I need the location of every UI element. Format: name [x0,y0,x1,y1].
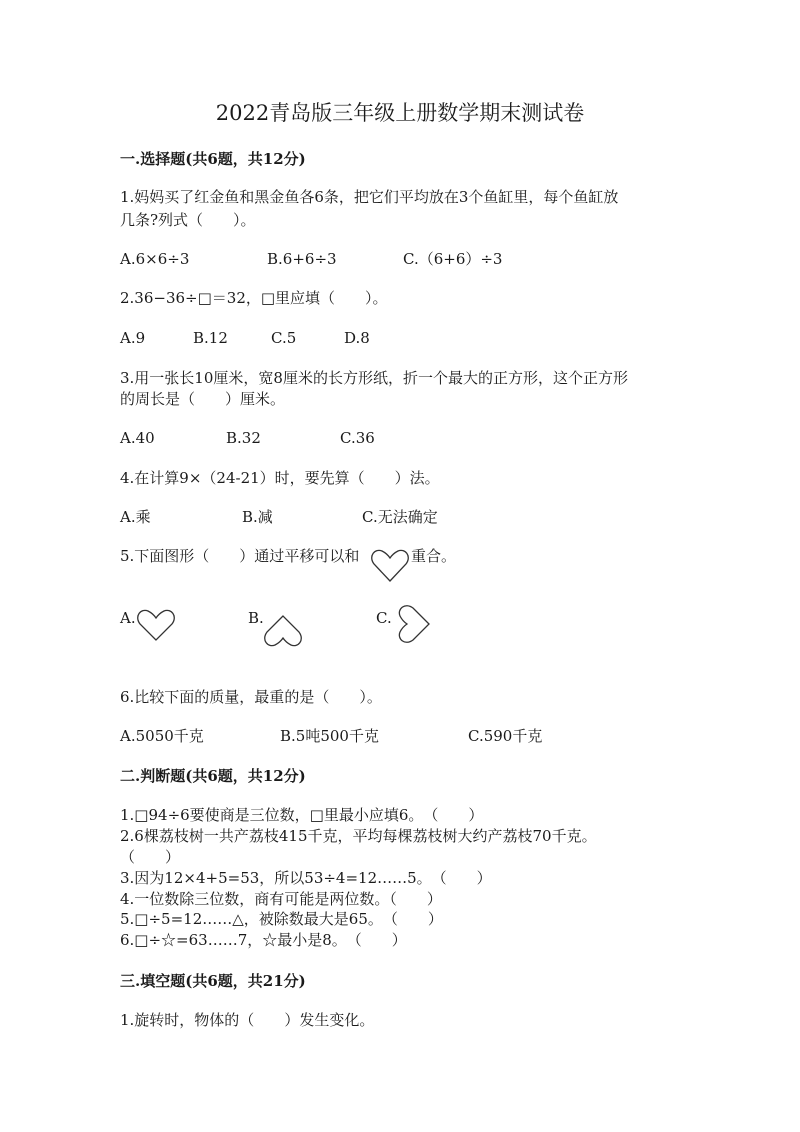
question-4-option-c: C.无法确定 [362,508,438,526]
option-b-heart-shape [263,613,303,649]
fill-question-1: 1.旋转时，物体的（ ）发生变化。 [120,1011,375,1029]
question-3-option-b: B.32 [226,429,261,447]
question-6-text: 6.比较下面的质量，最重的是（ ）。 [120,688,382,706]
question-1-line-1: 1.妈妈买了红金鱼和黑金鱼各6条，把它们平均放在3个鱼缸里，每个鱼缸放 [120,188,619,206]
question-6-option-b: B.5吨500千克 [280,727,379,745]
question-3-option-a: A.40 [120,429,155,447]
question-1-option-a: A.6×6÷3 [120,250,190,268]
question-2-option-a: A.9 [120,329,146,347]
section-heading-choice: 一.选择题(共6题，共12分) [120,150,306,168]
judge-item-1: 1.□94÷6要使商是三位数，□里最小应填6。 （ ） [120,806,484,824]
question-5-option-c-label: C. [376,609,392,627]
question-1-option-c: C.（6+6）÷3 [403,250,503,268]
page-title: 2022青岛版三年级上册数学期末测试卷 [215,101,585,125]
question-3-line-1: 3.用一张长10厘米，宽8厘米的长方形纸，折一个最大的正方形，这个正方形 [120,369,628,387]
question-4-option-a: A.乘 [120,508,151,526]
section-heading-fill-blank: 三.填空题(共6题，共21分) [120,972,306,990]
question-4-option-b: B.减 [242,508,273,526]
question-5-option-b-label: B. [248,609,264,627]
reference-heart-shape [370,547,410,585]
question-3-option-c: C.36 [340,429,375,447]
question-4-text: 4.在计算9×（24-21）时，要先算（ ）法。 [120,469,440,487]
option-a-heart-shape [136,607,176,643]
question-6-option-c: C.590千克 [468,727,543,745]
question-2-text: 2.36−36÷□＝32，□里应填（ ）。 [120,289,388,307]
question-2-option-b: B.12 [193,329,228,347]
question-2-option-c: C.5 [271,329,297,347]
question-5-text: 5.下面图形（ ）通过平移可以和 [120,547,360,565]
judge-item-5: 5.□÷5=12……△，被除数最大是65。 （ ） [120,910,443,928]
question-5-option-a-label: A. [120,609,136,627]
question-1-option-b: B.6+6÷3 [267,250,337,268]
question-2-option-d: D.8 [344,329,370,347]
judge-item-2-bracket: （ ） [120,848,181,866]
question-5-text-end: 重合。 [411,547,457,565]
question-3-line-2: 的周长是（ ）厘米。 [120,390,286,408]
section-heading-true-false: 二.判断题(共6题，共12分) [120,767,306,785]
question-1-line-2: 几条?列式（ ）。 [120,211,256,229]
question-6-option-a: A.5050千克 [120,727,204,745]
judge-item-4: 4.一位数除三位数，商有可能是两位数。（ ） [120,890,442,908]
judge-item-2: 2.6棵荔枝树一共产荔枝415千克，平均每棵荔枝树大约产荔枝70千克。 [120,827,597,845]
judge-item-6: 6.□÷☆=63……7，☆最小是8。 （ ） [120,931,407,949]
option-c-heart-shape [392,604,432,644]
judge-item-3: 3.因为12×4+5=53，所以53÷4=12……5。 （ ） [120,869,492,887]
